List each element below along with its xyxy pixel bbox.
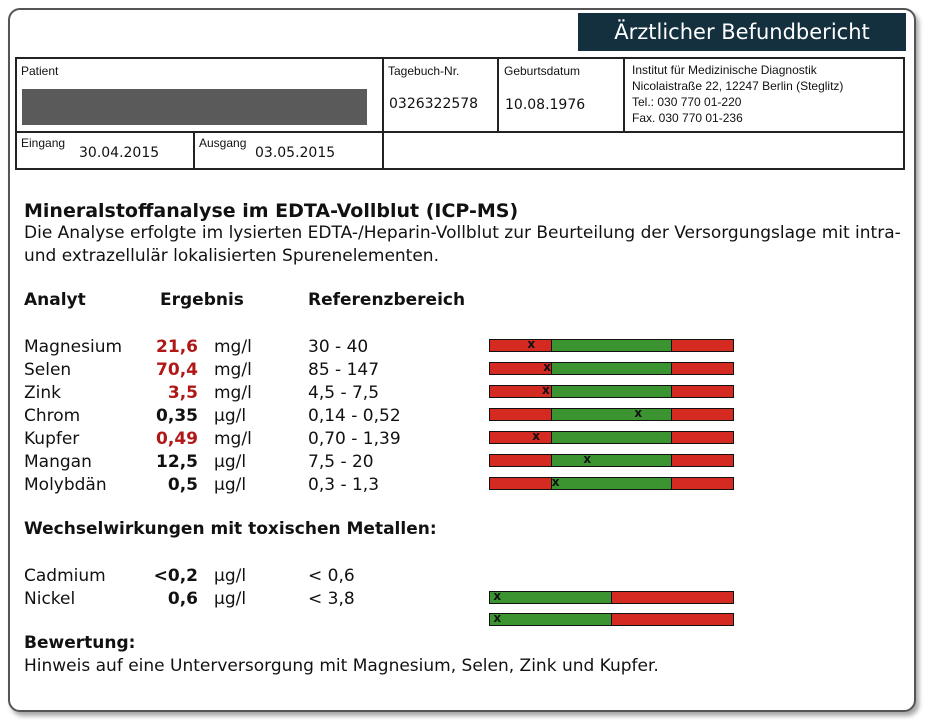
analyte-unit: mg/l (214, 337, 252, 357)
result-marker: x (493, 589, 502, 603)
analyte-reference: 7,5 - 20 (308, 452, 374, 472)
range-segment-normal (490, 614, 612, 625)
analyte-unit: mg/l (214, 360, 252, 380)
analyte-name: Magnesium (24, 337, 123, 357)
analyte-name: Molybdän (24, 475, 107, 495)
report-title: Ärztlicher Befundbericht (578, 13, 906, 51)
geburtsdatum-value: 10.08.1976 (505, 97, 586, 113)
toxic-metal-row (0, 589, 930, 612)
patient-header-grid (15, 57, 905, 170)
analyte-reference: 0,3 - 1,3 (308, 475, 380, 495)
column-ergebnis: Ergebnis (160, 290, 244, 310)
analysis-intro: Die Analyse erfolgte im lysierten EDTA-/Heparin-Vollblut zur Beurteilung der Versorgungslage mit intra- und extrazellulär lokalisierten Spurenelementen. (24, 223, 901, 266)
range-segment-normal (551, 478, 673, 489)
assessment-text: Hinweis auf eine Unterversorgung mit Magnesium, Selen, Zink und Kupfer. (24, 656, 659, 676)
range-segment-outside (490, 409, 551, 420)
analyte-unit: µg/l (214, 406, 247, 426)
metal-result: <0,2 (153, 566, 198, 586)
analyte-range-bar (489, 385, 734, 398)
range-segment-outside (672, 432, 733, 443)
patient-label: Patient (21, 64, 59, 78)
analyte-row (0, 429, 930, 452)
range-segment-outside (612, 614, 734, 625)
range-segment-outside (612, 592, 734, 603)
range-segment-normal (551, 455, 673, 466)
metal-name: Nickel (24, 589, 76, 609)
institute-name: Institut für Medizinische Diagnostik (632, 63, 817, 77)
result-marker: x (493, 611, 502, 625)
analyte-reference: 0,14 - 0,52 (308, 406, 401, 426)
range-segment-outside (672, 363, 733, 374)
grid-divider (623, 59, 625, 131)
range-segment-outside (672, 478, 733, 489)
ausgang-value: 03.05.2015 (255, 145, 336, 161)
result-marker: x (532, 429, 541, 443)
analyte-row (0, 406, 930, 429)
analyte-result: 70,4 (156, 360, 198, 380)
toxic-range-bar (489, 591, 734, 604)
patient-name-redacted (22, 89, 367, 125)
assessment-title: Bewertung: (24, 633, 136, 653)
toxic-range-bar (489, 613, 734, 626)
metal-unit: µg/l (214, 589, 247, 609)
range-segment-normal (490, 592, 612, 603)
metal-name: Cadmium (24, 566, 106, 586)
column-referenzbereich: Referenzbereich (308, 290, 466, 310)
range-segment-outside (672, 455, 733, 466)
metal-result: 0,6 (167, 589, 198, 609)
metal-reference: < 0,6 (308, 566, 355, 586)
analyte-row (0, 360, 930, 383)
institute-address: Nicolaistraße 22, 12247 Berlin (Steglitz) (632, 79, 844, 93)
analyte-name: Kupfer (24, 429, 80, 449)
range-segment-outside (490, 340, 551, 351)
toxic-metal-row (0, 566, 930, 589)
range-segment-normal (551, 432, 673, 443)
analyte-name: Selen (24, 360, 72, 380)
analyte-range-bar (489, 431, 734, 444)
analyte-result: 12,5 (156, 452, 198, 472)
analyte-range-bar (489, 477, 734, 490)
analyte-result: 0,49 (156, 429, 198, 449)
tagebuch-value: 0326322578 (389, 96, 479, 112)
analyte-result: 21,6 (156, 337, 198, 357)
analyte-unit: mg/l (214, 383, 252, 403)
analyte-reference: 0,70 - 1,39 (308, 429, 401, 449)
grid-divider (17, 131, 903, 133)
result-marker: x (583, 452, 592, 466)
tagebuch-label: Tagebuch-Nr. (388, 64, 460, 78)
analyte-range-bar (489, 454, 734, 467)
column-analyt: Analyt (24, 290, 86, 310)
grid-divider (193, 131, 195, 170)
analyte-result: 3,5 (167, 383, 198, 403)
metal-unit: µg/l (214, 566, 247, 586)
eingang-value: 30.04.2015 (79, 145, 160, 161)
toxic-metals-title: Wechselwirkungen mit toxischen Metallen: (24, 519, 437, 539)
analyte-range-bar (489, 362, 734, 375)
range-segment-normal (551, 363, 673, 374)
result-marker: x (551, 475, 560, 489)
range-segment-normal (551, 386, 673, 397)
geburtsdatum-label: Geburtsdatum (504, 64, 581, 78)
analyte-unit: mg/l (214, 429, 252, 449)
range-segment-normal (551, 340, 673, 351)
analyte-range-bar (489, 408, 734, 421)
range-segment-outside (672, 386, 733, 397)
eingang-label: Eingang (21, 136, 66, 150)
analyte-row (0, 383, 930, 406)
analyte-range-bar (489, 339, 734, 352)
range-segment-outside (490, 432, 551, 443)
analyte-unit: µg/l (214, 475, 247, 495)
range-segment-outside (672, 340, 733, 351)
result-marker: x (527, 337, 536, 351)
analyte-row (0, 475, 930, 498)
ausgang-label: Ausgang (199, 136, 247, 150)
institute-tel: Tel.: 030 770 01-220 (632, 95, 742, 109)
result-marker: x (543, 360, 551, 374)
analyte-reference: 85 - 147 (308, 360, 380, 380)
metal-reference: < 3,8 (308, 589, 355, 609)
analyte-name: Mangan (24, 452, 92, 472)
range-segment-outside (490, 363, 551, 374)
range-segment-outside (490, 478, 551, 489)
analysis-title: Mineralstoffanalyse im EDTA-Vollblut (ICP-MS) (24, 200, 519, 222)
analyte-row (0, 452, 930, 475)
institute-block (632, 62, 843, 126)
result-marker: x (634, 406, 643, 420)
analyte-row (0, 337, 930, 360)
result-marker: x (542, 383, 550, 397)
analyte-reference: 4,5 - 7,5 (308, 383, 380, 403)
institute-fax: Fax. 030 770 01-236 (632, 111, 743, 125)
analyte-name: Chrom (24, 406, 81, 426)
analyte-result: 0,35 (156, 406, 198, 426)
analyte-reference: 30 - 40 (308, 337, 369, 357)
range-segment-outside (490, 455, 551, 466)
analyte-name: Zink (24, 383, 61, 403)
range-segment-outside (672, 409, 733, 420)
analyte-result: 0,5 (167, 475, 198, 495)
grid-divider (497, 59, 499, 131)
grid-divider (382, 59, 384, 170)
analyte-unit: µg/l (214, 452, 247, 472)
range-segment-normal (551, 409, 673, 420)
